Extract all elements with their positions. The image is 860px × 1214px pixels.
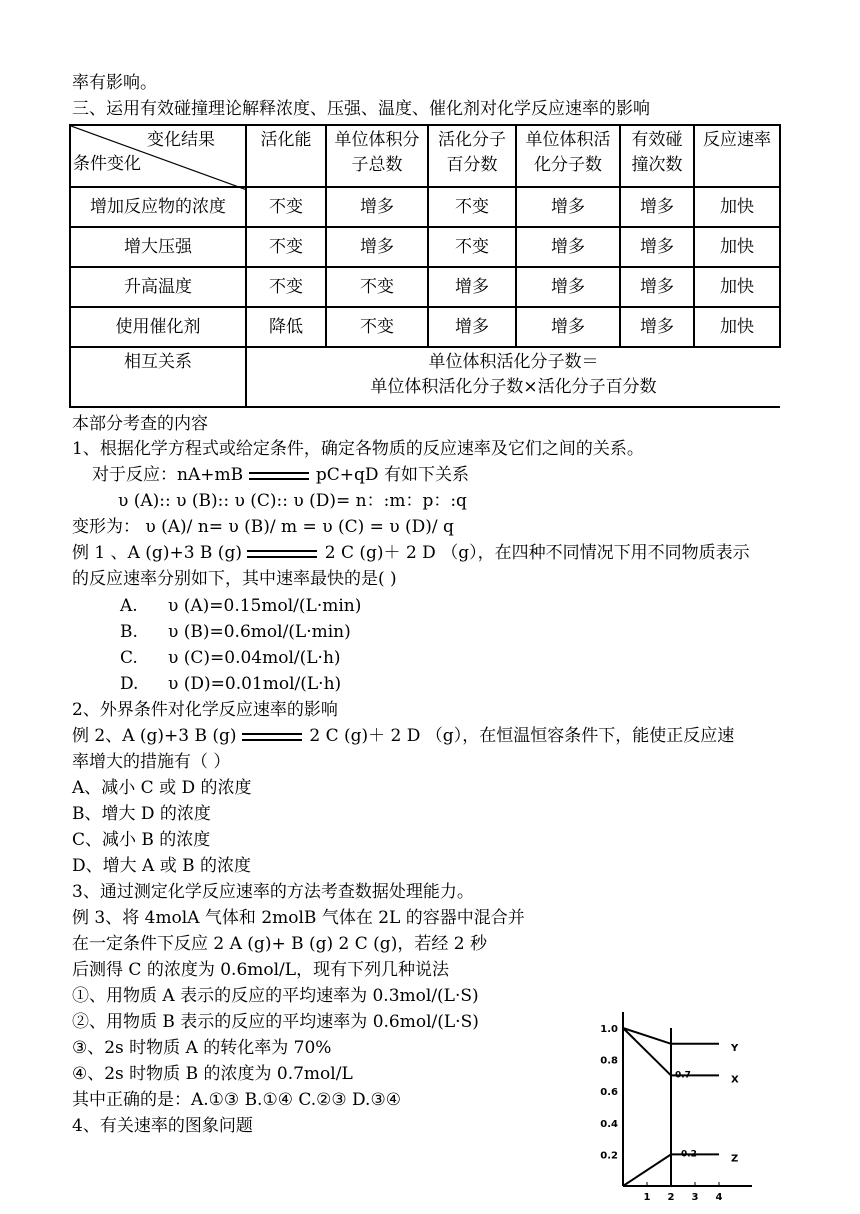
table-row [70,227,780,267]
table-cell: 增多 [326,187,428,227]
series-label-Z: Z [731,1153,739,1165]
series-label-Y: Y [731,1042,739,1054]
section-title: 三、运用有效碰撞理论解释浓度、压强、温度、催化剂对化学反应速率的影响 [72,99,650,119]
concentration-time-chart [596,1008,762,1208]
ex3-statement: ②、用物质 B 表示的反应的平均速率为 0.6mol/(L·S) [72,1012,479,1032]
table-cell: 增多 [516,307,620,347]
option-a: A. υ (A)=0.15mol/(L·min) [120,596,362,616]
equilibrium-arrow-icon [247,547,319,561]
y-tick-label: 0.4 [600,1118,618,1130]
table-row [70,187,780,227]
example-3-line1: 例 3、将 4molA 气体和 2molB 气体在 2L 的容器中混合并 [72,908,525,928]
relation-row [70,347,780,407]
table-cell: 加快 [694,227,780,267]
table-cell: 不变 [326,267,428,307]
table-cell: 不变 [246,267,326,307]
x-tick-label: 1 [643,1192,651,1203]
annotation-label: 0.7 [675,1070,691,1081]
y-tick-label: 0.2 [600,1150,618,1162]
ex3-statement: ④、2s 时物质 B 的浓度为 0.7mol/L [72,1064,353,1084]
diagonal-header-cell [70,125,246,187]
table-cell: 降低 [246,307,326,347]
diag-bottom-label: 条件变化 [73,154,141,174]
table-header-row [70,125,780,187]
rate-ratio: υ (A):: υ (B):: υ (C):: υ (D)= n：:m：p：:q [118,491,467,511]
ex2-option: D、增大 A 或 B 的浓度 [72,856,252,876]
example-2-stem: 例 2、A (g)+3 B (g) 2 C (g)＋ 2 D （g），在恒温恒容条件下，能使正反应速 [72,726,735,746]
table-cell: 增多 [428,267,516,307]
example-1-stem: 例 1 、A (g)+3 B (g) 2 C (g)＋ 2 D （g），在四种不同情况下用不同物质表示 [72,543,750,563]
item-2-heading: 2、外界条件对化学反应速率的影响 [72,700,338,720]
row-label: 使用催化剂 [70,307,246,347]
reaction-general: 对于反应：nA+mB pC+qD 有如下关系 [92,465,469,485]
table-cell: 加快 [694,267,780,307]
item-4-heading: 4、有关速率的图象问题 [72,1116,253,1136]
relation-formula: 单位体积活化分子数＝ 单位体积活化分子数×活化分子百分数 [246,347,780,407]
table-cell: 加快 [694,187,780,227]
table-row [70,267,780,307]
rate-transform: 变形为： υ (A)/ n= υ (B)/ m = υ (C) = υ (D)/ q [72,517,454,537]
relation-label: 相互关系 [70,347,246,407]
table-cell: 不变 [246,187,326,227]
ex3-statement: ①、用物质 A 表示的反应的平均速率为 0.3mol/(L·S) [72,986,479,1006]
table-cell: 增多 [620,267,694,307]
y-tick-label: 0.6 [600,1087,618,1099]
example-3-line3: 后测得 C 的浓度为 0.6mol/L，现有下列几种说法 [72,960,450,980]
header-activation-energy: 活化能 [246,125,326,187]
equilibrium-arrow-icon [242,730,304,744]
ex3-statement: ③、2s 时物质 A 的转化率为 70% [72,1038,332,1058]
table-cell: 不变 [246,227,326,267]
example-3-answers: 其中正确的是：A.①③ B.①④ C.②③ D.③④ [72,1090,401,1110]
table-cell: 增多 [428,307,516,347]
header-activated-count: 单位体积活 化分子数 [516,125,620,187]
row-label: 升高温度 [70,267,246,307]
section-heading: 本部分考查的内容 [72,414,208,434]
table-row [70,307,780,347]
table-cell: 不变 [326,307,428,347]
intro-tail: 率有影响。 [72,73,157,93]
ex2-option: C、减小 B 的浓度 [72,830,211,850]
table-cell: 增多 [516,187,620,227]
table-cell: 增多 [516,227,620,267]
item-3-heading: 3、通过测定化学反应速率的方法考查数据处理能力。 [72,882,474,902]
series-label-X: X [731,1074,739,1086]
header-effective-collisions: 有效碰 撞次数 [620,125,694,187]
ex2-option: A、减小 C 或 D 的浓度 [72,778,252,798]
table-cell: 增多 [516,267,620,307]
x-tick-label: 4 [715,1192,723,1203]
ex2-option: B、增大 D 的浓度 [72,804,211,824]
table-cell: 加快 [694,307,780,347]
x-tick-label: 2 [667,1192,675,1203]
table-cell: 增多 [326,227,428,267]
header-activated-percent: 活化分子 百分数 [428,125,516,187]
table-cell: 不变 [428,187,516,227]
item-1-heading: 1、根据化学方程式或给定条件，确定各物质的反应速率及它们之间的关系。 [72,439,644,459]
option-b: B. υ (B)=0.6mol/(L·min) [120,622,351,642]
x-tick-label: 3 [691,1192,699,1203]
example-3-line2: 在一定条件下反应 2 A (g)+ B (g) 2 C (g)，若经 2 秒 [72,934,487,954]
option-d: D. υ (D)=0.01mol/(L·h) [120,674,342,694]
option-c: C. υ (C)=0.04mol/(L·h) [120,648,341,668]
table-cell: 增多 [620,187,694,227]
table-cell: 不变 [428,227,516,267]
example-1-question: 的反应速率分别如下，其中速率最快的是( ) [72,569,397,589]
comparison-table [69,124,781,408]
y-tick-label: 1.0 [600,1024,618,1035]
equilibrium-arrow-icon [249,469,311,483]
row-label: 增大压强 [70,227,246,267]
header-total-molecules: 单位体积分 子总数 [326,125,428,187]
row-label: 增加反应物的浓度 [70,187,246,227]
annotation-label: 0.2 [681,1149,697,1160]
table-cell: 增多 [620,307,694,347]
table-cell: 增多 [620,227,694,267]
y-tick-label: 0.8 [600,1055,618,1067]
example-2-question: 率增大的措施有（ ） [72,752,231,772]
header-reaction-rate: 反应速率 [694,125,780,187]
diag-top-label: 变化结果 [147,130,215,150]
